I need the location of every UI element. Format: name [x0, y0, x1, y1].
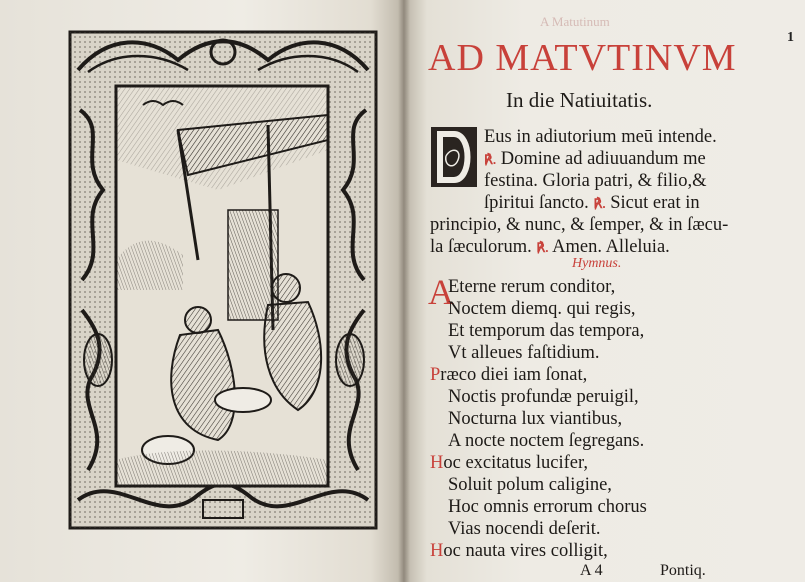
hymn-line: Hoc excitatus lucifer,: [430, 453, 588, 473]
verse-line: Eus in adiutorium meū intende.: [484, 127, 717, 147]
verse-line: principio, & nunc, & ſemper, & in ſæcu-: [430, 215, 729, 235]
stanza-initial: H: [430, 453, 444, 473]
hymn-line: Noctis profundæ peruigil,: [448, 387, 639, 407]
page-title: AD MATVTINVM: [428, 37, 737, 79]
response-mark: ℟.: [536, 240, 549, 255]
verse-line: la ſæculorum. ℟. Amen. Alleluia.: [430, 237, 670, 257]
verse-line: ℟. Domine ad adiuuandum me: [484, 149, 706, 169]
stanza-initial: H: [430, 541, 444, 561]
hymn-line: Noctem diemq. qui regis,: [448, 299, 636, 319]
response-mark: ℟.: [593, 196, 606, 211]
hymn-line: Vias nocendi deſerit.: [448, 519, 601, 539]
show-through: A Matutinum: [540, 14, 610, 29]
hymn-line: Nocturna lux viantibus,: [448, 409, 623, 429]
response-mark: ℟.: [484, 152, 497, 167]
hymn-line: Et temporum das tempora,: [448, 321, 645, 341]
hymn-line: Eterne rerum conditor,: [448, 277, 616, 297]
signature-mark: A 4: [580, 562, 603, 579]
gutter-shadow: [398, 0, 410, 582]
nativity-woodcut: [68, 30, 378, 530]
hymn-line: Hoc omnis errorum chorus: [448, 497, 647, 517]
hymn-line: Vt alleues faſtidium.: [448, 343, 600, 363]
hymn-line: Soluit polum caligine,: [448, 475, 612, 495]
verse-line: festina. Gloria patri, & filio,&: [484, 171, 707, 191]
stanza-initial: P: [430, 365, 441, 385]
verse-line: ſpiritui ſancto. ℟. Sicut erat in: [484, 193, 700, 213]
subtitle: In die Natiuitatis.: [506, 88, 653, 112]
page-number: 1: [787, 30, 794, 45]
catchword: Pontiq.: [660, 562, 706, 579]
decorated-initial-d: [430, 126, 478, 188]
hymn-line: Præco diei iam ſonat,: [430, 365, 588, 385]
hymn-heading: Hymnus.: [572, 256, 622, 271]
hymn-line: Hoc nauta vires colligit,: [430, 541, 608, 561]
hymn-line: A nocte noctem ſegregans.: [448, 431, 645, 451]
hymn-initial-a: A: [428, 272, 454, 312]
